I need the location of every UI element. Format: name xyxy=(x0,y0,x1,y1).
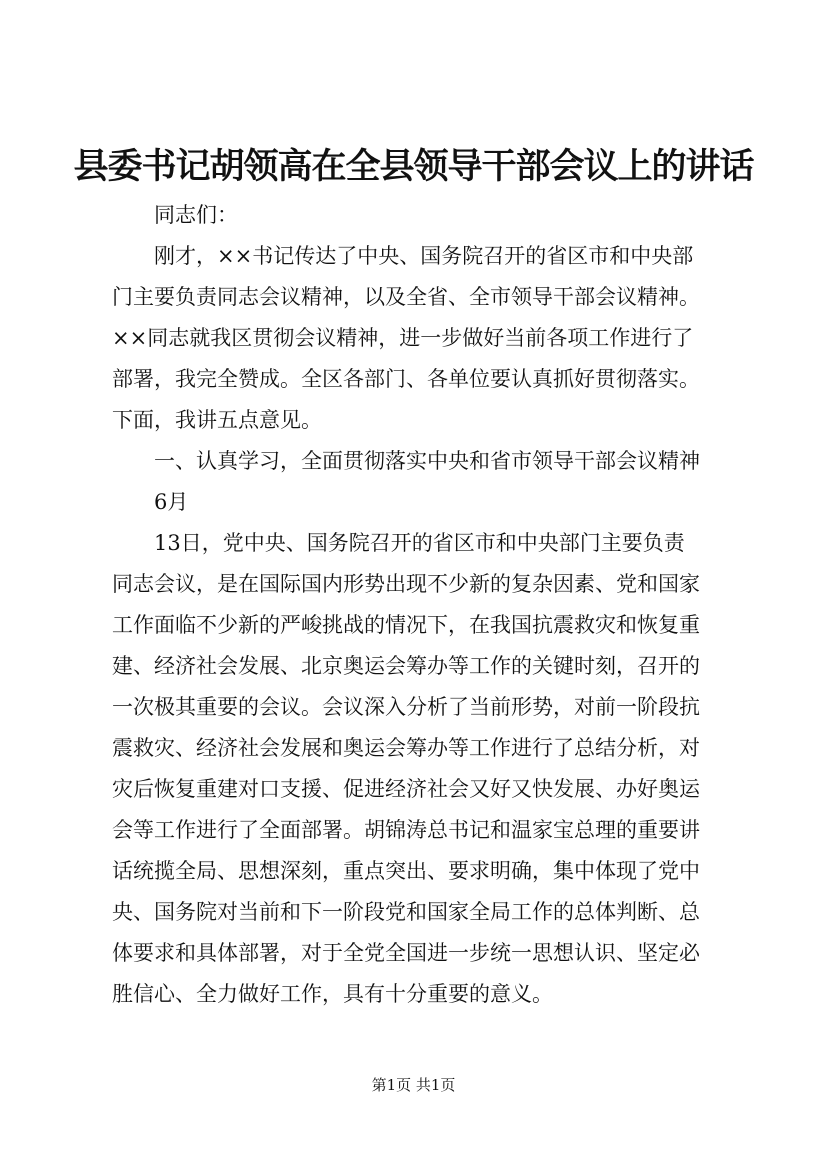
paragraph-line: 工作面临不少新的严峻挑战的情况下，在我国抗震救灾和恢复重 xyxy=(112,613,700,637)
paragraph-line: 同志会议，是在国际国内形势出现不少新的复杂因素、党和国家 xyxy=(112,572,700,596)
paragraph-line: 话统揽全局、思想深刻，重点突出、要求明确，集中体现了党中 xyxy=(112,859,700,883)
document-title: 县委书记胡领高在全县领导干部会议上的讲话 xyxy=(73,146,754,187)
paragraph-line: 下面，我讲五点意见。 xyxy=(112,408,322,432)
paragraph-line: 胜信心、全力做好工作，具有十分重要的意义。 xyxy=(112,982,553,1006)
paragraph-line: 会等工作进行了全面部署。胡锦涛总书记和温家宝总理的重要讲 xyxy=(112,818,700,842)
paragraph-line: 体要求和具体部署，对于全党全国进一步统一思想认识、坚定必 xyxy=(112,941,700,965)
paragraph-line: 门主要负责同志会议精神，以及全省、全市领导干部会议精神。 xyxy=(112,285,700,309)
paragraph-line: 建、经济社会发展、北京奥运会筹办等工作的关键时刻，召开的 xyxy=(112,654,700,678)
paragraph-line: ××同志就我区贯彻会议精神，进一步做好当前各项工作进行了 xyxy=(112,326,694,350)
page-footer: 第1页 共1页 xyxy=(371,1076,456,1094)
document-body xyxy=(112,195,732,1015)
paragraph-line: 刚才，××书记传达了中央、国务院召开的省区市和中央部 xyxy=(154,244,694,268)
paragraph-line: 13日，党中央、国务院召开的省区市和中央部门主要负责 xyxy=(154,531,685,555)
paragraph-line: 灾后恢复重建对口支援、促进经济社会又好又快发展、办好奥运 xyxy=(112,777,700,801)
section-heading: 一、认真学习，全面贯彻落实中央和省市领导干部会议精神 xyxy=(154,449,700,473)
paragraph-line: 央、国务院对当前和下一阶段党和国家全局工作的总体判断、总 xyxy=(112,900,700,924)
salutation-line: 同志们： xyxy=(154,203,238,227)
paragraph-line: 一次极其重要的会议。会议深入分析了当前形势，对前一阶段抗 xyxy=(112,695,700,719)
paragraph-line: 6月 xyxy=(154,490,189,514)
paragraph-line: 震救灾、经济社会发展和奥运会筹办等工作进行了总结分析，对 xyxy=(112,736,700,760)
paragraph-line: 部署，我完全赞成。全区各部门、各单位要认真抓好贯彻落实。 xyxy=(112,367,700,391)
